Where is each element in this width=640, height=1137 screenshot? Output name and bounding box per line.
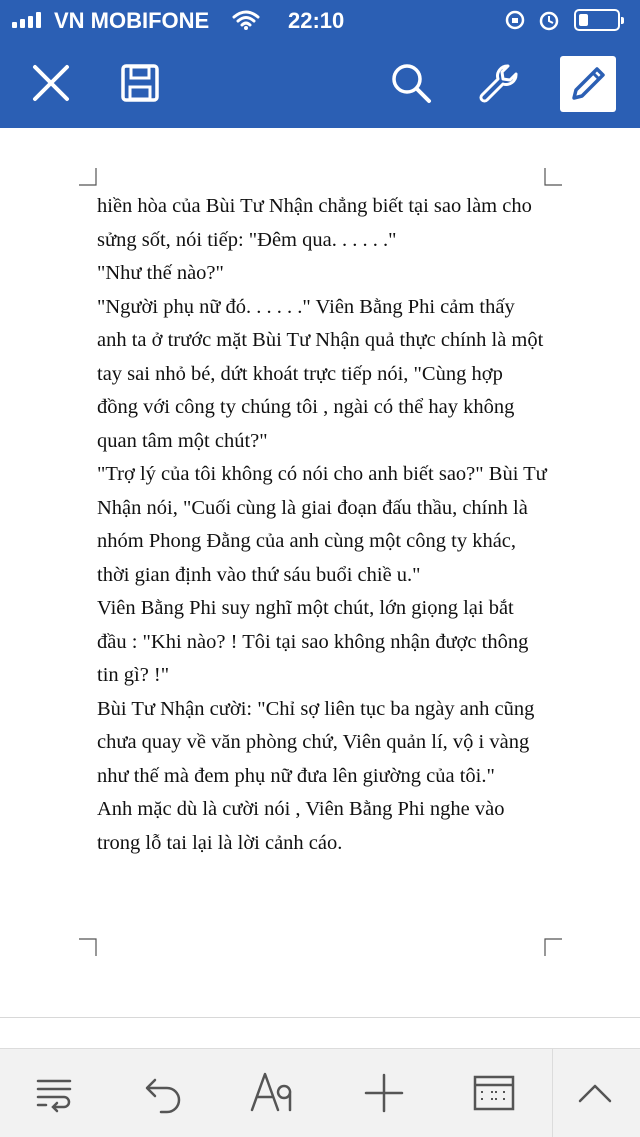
- save-icon: [120, 63, 160, 103]
- orientation-lock-icon: [504, 8, 564, 32]
- reflow-icon: [34, 1073, 74, 1113]
- page-divider: [0, 1017, 640, 1018]
- paragraph: hiền hòa của Bùi Tư Nhận chẳng biết tại sao làm cho sửng sốt, nói tiếp: "Đêm qua. . . . . .": [97, 195, 532, 251]
- wrench-icon: [478, 62, 520, 104]
- undo-icon: [143, 1072, 185, 1114]
- reflow-button[interactable]: [24, 1063, 84, 1123]
- battery-icon: [574, 9, 620, 31]
- crop-mark-top-right: [544, 168, 562, 186]
- paragraph: Anh mặc dù là cười nói , Viên Bằng Phi nghe vào trong lỗ tai lại là lời cảnh cáo.: [97, 798, 505, 854]
- close-icon: [31, 63, 71, 103]
- carrier-name: VN MOBIFONE: [54, 8, 210, 33]
- edit-button[interactable]: [560, 56, 616, 112]
- table-icon: [473, 1075, 515, 1111]
- paragraph: Bùi Tư Nhận cười: "Chỉ sợ liên tục ba ngày anh cũng chưa quay về văn phòng chứ, Viên quản lí, vộ i vàng như thế mà đem phụ nữ đưa lên giường của tôi.": [97, 697, 535, 787]
- toolbar-separator: [552, 1049, 553, 1137]
- crop-mark-bottom-left: [79, 938, 97, 956]
- search-button[interactable]: [382, 54, 440, 112]
- bottom-toolbar: [0, 1048, 640, 1137]
- tools-button[interactable]: [470, 54, 528, 112]
- paragraph: "Người phụ nữ đó. . . . . ." Viên Bằng Phi cảm thấy anh ta ở trước mặt Bùi Tư Nhận quả thực chính là một tay sai nhỏ bé, dứt khoát trực tiếp nói, "Cùng hợp đồng với công ty chúng tôi , ngài có thể hay không quan tâm một chút?": [97, 295, 544, 452]
- crop-mark-top-left: [79, 168, 97, 186]
- close-button[interactable]: [22, 54, 80, 112]
- insert-icon: [364, 1073, 404, 1113]
- wifi-icon: [232, 10, 260, 30]
- layout-button[interactable]: [464, 1063, 524, 1123]
- clock: 22:10: [288, 8, 345, 33]
- paragraph: "Như thế nào?": [97, 262, 224, 284]
- search-icon: [390, 62, 432, 104]
- undo-button[interactable]: [134, 1063, 194, 1123]
- insert-button[interactable]: [354, 1063, 414, 1123]
- save-button[interactable]: [111, 54, 169, 112]
- crop-mark-bottom-right: [544, 938, 562, 956]
- chevron-up-icon: [577, 1081, 613, 1105]
- paragraph: Viên Bằng Phi suy nghĩ một chút, lớn giọng lại bắt đầu : "Khi nào? ! Tôi tại sao không nhận được thông tin gì? !": [97, 597, 529, 686]
- status-bar: [0, 0, 640, 40]
- pencil-icon: [566, 62, 610, 106]
- format-button[interactable]: [244, 1063, 304, 1123]
- expand-ribbon-button[interactable]: [565, 1063, 625, 1123]
- document-body[interactable]: [97, 190, 547, 860]
- font-format-icon: [249, 1070, 299, 1116]
- paragraph: "Trợ lý của tôi không có nói cho anh biết sao?" Bùi Tư Nhận nói, "Cuối cùng là giai đoạn đấu thầu, chính là nhóm Phong Đằng của anh cùng một công ty khác, thời gian định vào thứ sáu buổi chiề u.": [97, 463, 547, 586]
- signal-strength-icon: [12, 12, 48, 28]
- top-app-bar: [0, 0, 640, 128]
